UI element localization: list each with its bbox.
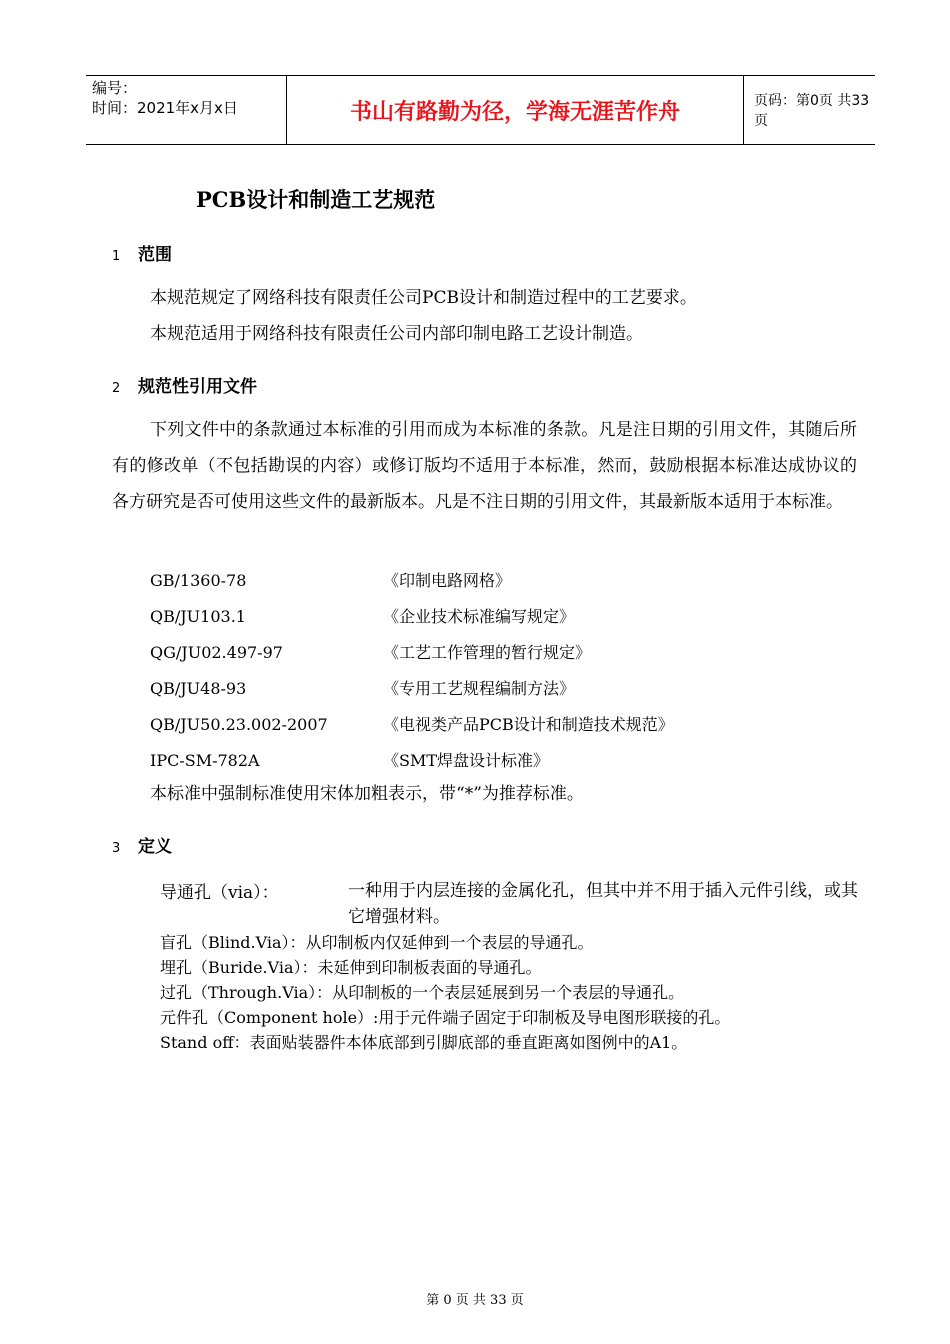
document-title: PCB设计和制造工艺规范 [196,187,436,212]
reference-row [150,712,674,735]
reference-code: IPC-SM-782A [150,751,260,770]
motto-text: 书山有路勤为径，学海无涯苦作舟 [349,99,680,125]
reference-row [150,568,511,591]
definition-item: Stand off：表面贴装器件本体底部到引脚底部的垂直距离如图例中的A1。 [160,1033,688,1052]
reference-name: 《电视类产品PCB设计和制造技术规范》 [383,715,674,734]
definition-term-via: 导通孔（via）： [160,883,279,903]
section-number: 1 [112,249,121,264]
standard-note: 本标准中强制标准使用宋体加粗表示，带“*”为推荐标准。 [150,784,584,804]
reference-code: QB/JU48-93 [150,679,247,698]
section-title: 范围 [138,245,172,265]
reference-name: 《印制电路网格》 [383,571,512,590]
reference-code: QB/JU103.1 [150,607,246,626]
section-number: 2 [112,381,121,396]
reference-name: 《专用工艺规程编制方法》 [383,679,576,698]
section-number: 3 [112,841,121,856]
header-page-info [744,76,875,144]
serial-label: 编号： [92,79,138,97]
section-heading-2 [112,372,257,397]
definition-item: 过孔（Through.Via）：从印制板的一个表层延展到另一个表层的导通孔。 [160,983,685,1002]
reference-code: QG/JU02.497-97 [150,643,283,662]
time-label: 时间：2021年x月x日 [92,99,238,117]
definition-item: 元件孔（Component hole）:用于元件端子固定于印制板及导电图形联接的孔。 [160,1008,731,1027]
reference-code: QB/JU50.23.002-2007 [150,715,328,734]
scope-line-2: 本规范适用于网络科技有限责任公司内部印制电路工艺设计制造。 [150,324,643,344]
page-footer: 第 0 页 共 33 页 [426,1293,524,1308]
reference-name: 《SMT焊盘设计标准》 [383,751,550,770]
page-header [86,75,875,145]
reference-row [150,640,591,663]
references-paragraph: 下列文件中的条款通过本标准的引用而成为本标准的条款。凡是注日期的引用文件，其随后所有的修改单（不包括勘误的内容）或修订版均不适用于本标准，然而，鼓励根据本标准达成协议的各方研究是否可使用这些文件的最新版本。凡是不注日期的引用文件，其最新版本适用于本标准。 [112,420,857,512]
scope-line-1: 本规范规定了网络科技有限责任公司PCB设计和制造过程中的工艺要求。 [150,288,697,308]
reference-name: 《企业技术标准编写规定》 [383,607,576,626]
reference-row [150,604,575,627]
reference-code: GB/1360-78 [150,571,247,590]
reference-name: 《工艺工作管理的暂行规定》 [383,643,592,662]
section-heading-3 [112,832,172,857]
reference-row [150,748,549,771]
header-motto-cell [286,76,744,144]
section-heading-1 [112,240,172,265]
reference-row [150,676,575,699]
page-info-text: 页码：第0页 共33页 [754,93,870,129]
definition-item: 埋孔（Buride.Via）：未延伸到印制板表面的导通孔。 [160,958,542,977]
definition-text-via: 一种用于内层连接的金属化孔，但其中并不用于插入元件引线，或其它增强材料。 [348,881,858,927]
header-meta [86,76,286,144]
section-title: 定义 [138,837,172,857]
definition-item: 盲孔（Blind.Via）：从印制板内仅延伸到一个表层的导通孔。 [160,933,594,952]
section-title: 规范性引用文件 [138,377,257,397]
